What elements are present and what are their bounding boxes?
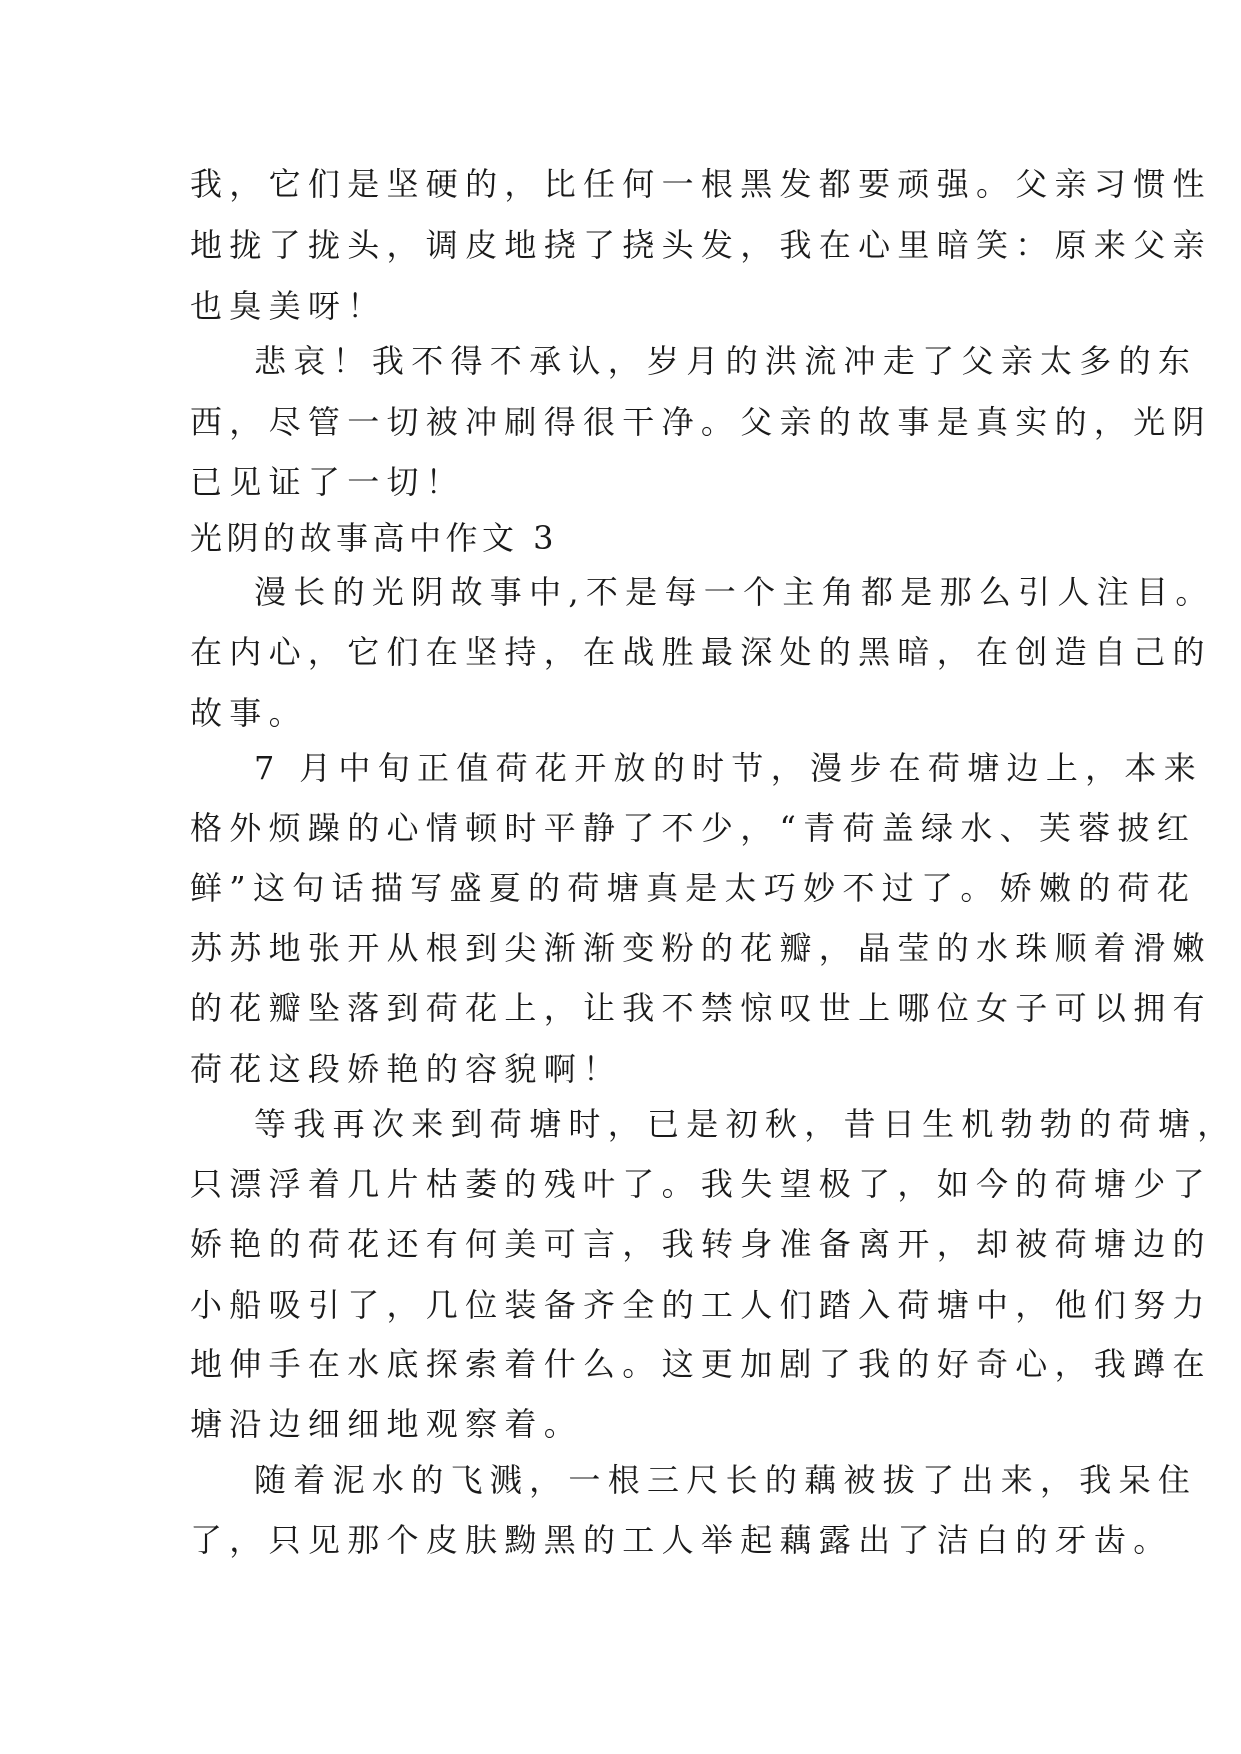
paragraph-line: 苏苏地张开从根到尖渐渐变粉的花瓣，晶莹的水珠顺着滑嫩 xyxy=(190,929,1212,967)
paragraph-line: 鲜”这句话描写盛夏的荷塘真是太巧妙不过了。娇嫩的荷花 xyxy=(190,869,1197,907)
paragraph-line: 在内心，它们在坚持，在战胜最深处的黑暗，在创造自己的 xyxy=(190,633,1212,671)
paragraph-line: 随着泥水的飞溅，一根三尺长的藕被拔了出来，我呆住 xyxy=(254,1461,1198,1499)
paragraph-line: 悲哀！我不得不承认，岁月的洪流冲走了父亲太多的东 xyxy=(254,342,1198,380)
paragraph-line: 只漂浮着几片枯萎的残叶了。我失望极了，如今的荷塘少了 xyxy=(190,1165,1212,1203)
paragraph-line: 格外烦躁的心情顿时平静了不少，“青荷盖绿水、芙蓉披红 xyxy=(190,809,1197,847)
paragraph-line: 等我再次来到荷塘时，已是初秋，昔日生机勃勃的荷塘， xyxy=(254,1105,1237,1143)
paragraph-line: 小船吸引了，几位装备齐全的工人们踏入荷塘中，他们努力 xyxy=(190,1286,1212,1324)
paragraph-line: 我，它们是坚硬的，比任何一根黑发都要顽强。父亲习惯性 xyxy=(190,165,1212,203)
paragraph-line: 漫长的光阴故事中,不是每一个主角都是那么引人注目。 xyxy=(254,573,1215,611)
paragraph-line: 娇艳的荷花还有何美可言，我转身准备离开，却被荷塘边的 xyxy=(190,1225,1212,1263)
paragraph-line: 地拢了拢头，调皮地挠了挠头发，我在心里暗笑：原来父亲 xyxy=(190,226,1212,264)
paragraph-line: 地伸手在水底探索着什么。这更加剧了我的好奇心，我蹲在 xyxy=(190,1345,1212,1383)
section-heading: 光阴的故事高中作文 3 xyxy=(190,519,559,557)
paragraph-line: 也臭美呀！ xyxy=(190,287,387,325)
paragraph-line: 7 月中旬正值荷花开放的时节，漫步在荷塘边上，本来 xyxy=(254,749,1204,787)
paragraph-line: 西，尽管一切被冲刷得很干净。父亲的故事是真实的，光阴 xyxy=(190,403,1212,441)
paragraph-line: 故事。 xyxy=(190,694,308,732)
paragraph-line: 塘沿边细细地观察着。 xyxy=(190,1405,584,1443)
paragraph-line: 了，只见那个皮肤黝黑的工人举起藕露出了洁白的牙齿。 xyxy=(190,1521,1173,1559)
paragraph-line: 已见证了一切！ xyxy=(190,463,466,501)
paragraph-line: 的花瓣坠落到荷花上，让我不禁惊叹世上哪位女子可以拥有 xyxy=(190,989,1212,1027)
paragraph-line: 荷花这段娇艳的容貌啊！ xyxy=(190,1050,623,1088)
